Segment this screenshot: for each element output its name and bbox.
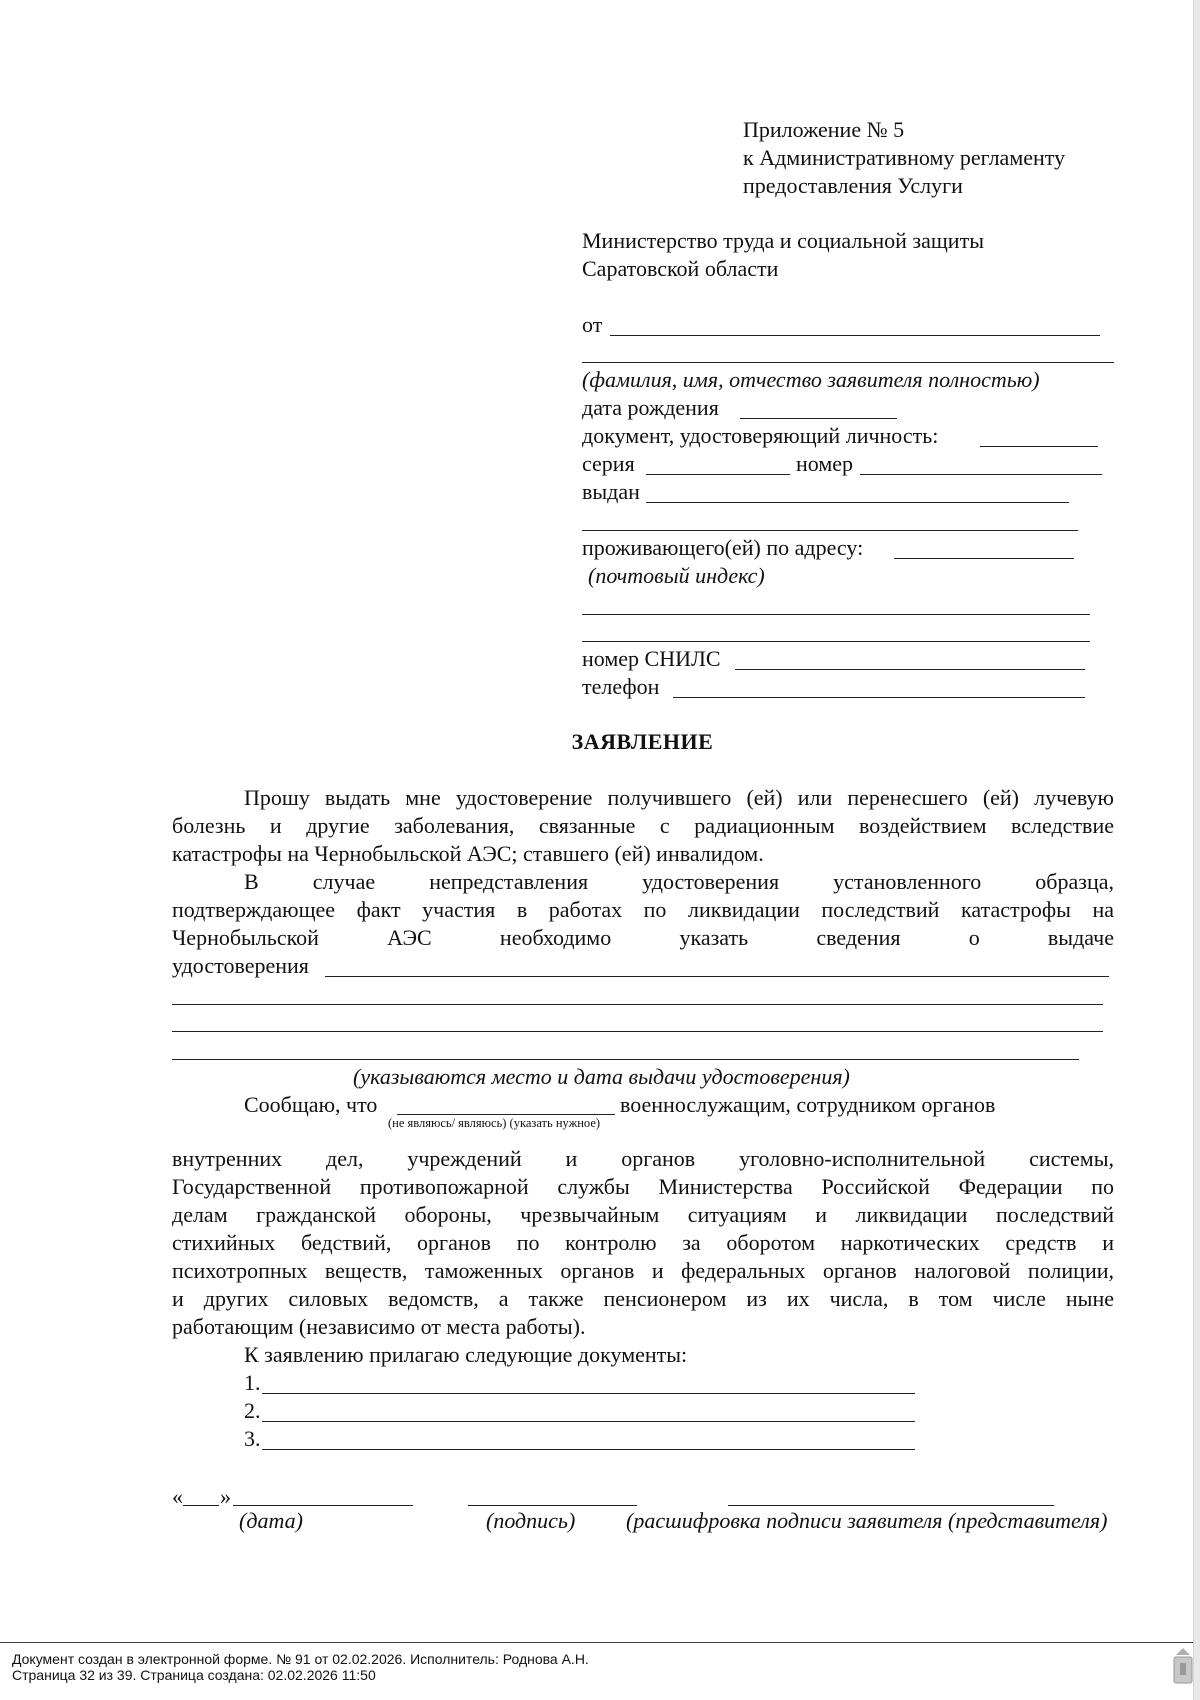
number-label: номер [796, 451, 854, 476]
paragraph-status-line-1: внутренних дел, учреждений и органов уголовно-исполнительной системы, [172, 1146, 1114, 1171]
certificate-line-1[interactable] [325, 976, 1109, 977]
paragraph-certificate-line-4: удостоверения [172, 953, 309, 978]
snils-line[interactable] [735, 669, 1085, 670]
birth-date-line[interactable] [740, 418, 897, 419]
attachment-line-3[interactable] [262, 1449, 915, 1450]
from-name-line[interactable] [610, 335, 1100, 336]
report-status-line[interactable] [397, 1114, 615, 1115]
date-quote-close: » [220, 1484, 231, 1509]
address-line-3[interactable] [582, 641, 1090, 642]
signature-line[interactable] [468, 1505, 637, 1506]
paragraph-status [172, 1145, 1114, 1341]
footer-divider [0, 1642, 1200, 1643]
name-hint: (фамилия, имя, отчество заявителя полностью) [582, 367, 1040, 392]
issued-line[interactable] [646, 502, 1069, 503]
paragraph-status-line-3: делам гражданской обороны, чрезвычайным ситуациям и ликвидации последствий [172, 1202, 1114, 1227]
report-prefix: Сообщаю, что [244, 1092, 378, 1117]
recipient-region: Саратовской области [582, 256, 779, 281]
certificate-line-2[interactable] [172, 1004, 1103, 1005]
certificate-line-4[interactable] [172, 1059, 1079, 1060]
address-label: проживающего(ей) по адресу: [582, 535, 864, 560]
signature-decoding-line[interactable] [728, 1505, 1054, 1506]
id-document-line[interactable] [980, 446, 1098, 447]
certificate-hint: (указываются место и дата выдачи удостоверения) [353, 1064, 850, 1089]
snils-label: номер СНИЛС [582, 646, 721, 671]
attachment-number-2: 2. [244, 1398, 261, 1423]
page-edge-scrollbar [1193, 0, 1200, 1700]
paragraph-certificate-line-2: подтверждающее факт участия в работах по ликвидации последствий катастрофы на [172, 897, 1114, 922]
attachment-number-1: 1. [244, 1370, 261, 1395]
attachment-number-3: 3. [244, 1426, 261, 1451]
paragraph-status-line-6: и других силовых ведомств, а также пенсионером из их числа, в том числе ныне [172, 1286, 1114, 1311]
date-line[interactable] [233, 1505, 413, 1506]
paragraph-request-line-1: Прошу выдать мне удостоверение получившего (ей) или перенесшего (ей) лучевую [244, 785, 1114, 810]
attachments-intro: К заявлению прилагаю следующие документы: [244, 1342, 688, 1367]
series-label: серия [582, 451, 635, 476]
appendix-number: Приложение № 5 [743, 117, 905, 142]
paragraph-status-line-4: стихийных бедствий, органов по контролю за оборотом наркотических средств и [172, 1230, 1114, 1255]
date-quote-open: « [172, 1484, 183, 1509]
series-line[interactable] [646, 474, 790, 475]
report-hint: (не являюсь/ являюсь) (указать нужное) [388, 1116, 601, 1130]
paragraph-request-line-3: катастрофы на Чернобыльской АЭС; ставшего (ей) инвалидом. [172, 841, 764, 866]
recipient-ministry: Министерство труда и социальной защиты [582, 228, 984, 253]
issued-label: выдан [582, 479, 640, 504]
coat-of-arms-icon [1172, 1645, 1194, 1687]
number-line[interactable] [860, 474, 1102, 475]
phone-label: телефон [582, 674, 660, 699]
paragraph-status-line-2: Государственной противопожарной службы Министерства Российской Федерации по [172, 1174, 1114, 1199]
paragraph-certificate [172, 868, 1114, 980]
address-line[interactable] [894, 558, 1074, 559]
decoding-hint: (расшифровка подписи заявителя (представителя) [626, 1508, 1108, 1533]
footer-document-info: Документ создан в электронной форме. № 91 от 02.02.2026. Исполнитель: Роднова А.Н. [12, 1651, 589, 1667]
certificate-line-3[interactable] [172, 1031, 1103, 1032]
footer-page-info: Страница 32 из 39. Страница создана: 02.02.2026 11:50 [12, 1667, 376, 1683]
attachment-line-1[interactable] [262, 1393, 915, 1394]
from-name-line-2[interactable] [582, 362, 1114, 363]
paragraph-certificate-line-3: Чернобыльской АЭС необходимо указать сведения о выдаче [172, 925, 1114, 950]
paragraph-request [172, 784, 1114, 868]
signature-hint: (подпись) [486, 1508, 576, 1533]
issued-line-2[interactable] [582, 530, 1078, 531]
postal-index-hint: (почтовый индекс) [588, 563, 765, 588]
id-document-label: документ, удостоверяющий личность: [582, 423, 939, 448]
birth-date-label: дата рождения [582, 395, 719, 420]
appendix-reference: к Административному регламенту [743, 145, 1066, 170]
paragraph-certificate-line-1: В случае непредставления удостоверения установленного образца, [244, 869, 1114, 894]
from-label: от [582, 312, 603, 337]
date-hint: (дата) [239, 1508, 303, 1533]
paragraph-status-line-5: психотропных веществ, таможенных органов и федеральных органов налоговой полиции, [172, 1258, 1114, 1283]
attachment-line-2[interactable] [262, 1421, 915, 1422]
paragraph-request-line-2: болезнь и другие заболевания, связанные с радиационным воздействием вследствие [172, 813, 1114, 838]
document-title: ЗАЯВЛЕНИЕ [571, 729, 714, 754]
appendix-service: предоставления Услуги [743, 173, 963, 198]
phone-line[interactable] [673, 697, 1085, 698]
address-line-2[interactable] [582, 614, 1090, 615]
paragraph-status-line-7: работающим (независимо от места работы). [172, 1314, 586, 1339]
report-suffix: военнослужащим, сотрудником органов [620, 1092, 996, 1117]
date-day-line[interactable] [183, 1505, 219, 1506]
